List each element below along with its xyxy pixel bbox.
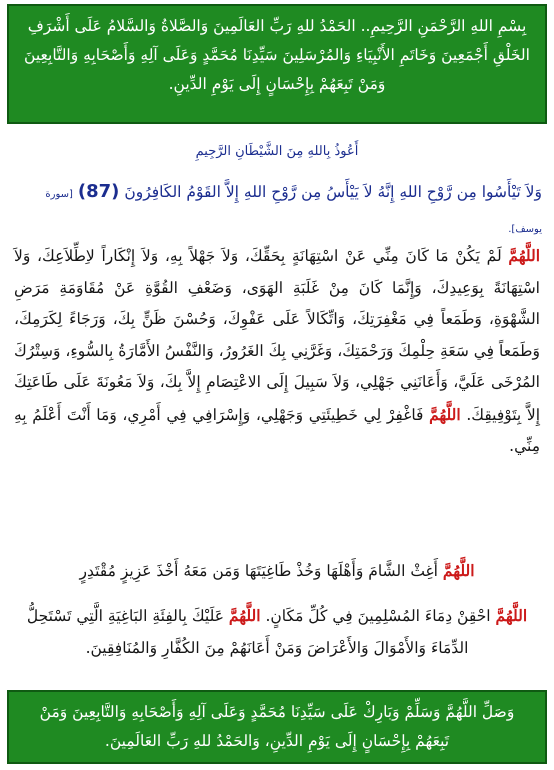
blood-text-1: احْقِنْ دِمَاءَ المُسْلِمِينَ فِي كُلِّ مَكَانٍ. <box>265 607 491 625</box>
supplication-second-opening: اللَّهُمَّ <box>429 404 461 424</box>
syria-text: أَغِثْ الشَّامَ وَأَهْلَهَا وَخُذْ طَاغِيَتَهَا وَمَن مَعَهُ أَخْذَ عَزِيزٍ مُقْتَدِرٍ <box>79 562 438 580</box>
supplication-body: لَمْ يَكُنْ مَا كَانَ مِنِّي عَنْ اسْتِهَانَةٍ بِحَقِّكَ، وَلاَ جَهْلاً بِهِ، وَلاَ إِنْكَاراً لاِطِّلاَعِكَ، وَلاَ اسْتِهَانَةً بِوَعِيدِكَ، وَإِنَّمَا كَانَ مِنْ غَلَبَةِ الهَوَى، وَضَعْفِ القُوَّةِ عَنْ مُقَاوَمَةِ مَرَضِ الشَّهْوَةِ، وَطَمَعاً فِي مَغْفِرَتِكَ، وَاتِّكَالاً عَلَى عَفْوِكَ، وَحُسْنَ ظَنٍّ بِكَ، وَرَجَاءً لِكَرَمِكَ، وَطَمَعاً فِي سَعَةِ حِلْمِكَ وَرَحْمَتِكَ، وَغَرَّنِي بِكَ الغَرُورُ، وَالنَّفْسُ الأَمَّارَةُ بِالسُّوءِ، وَسِتْرُكَ المُرْخَى عَلَيَّ، وَأَعَانَنِي جَهْلِي، وَلاَ سَبِيلَ إِلَى الاعْتِصَامِ إِلاَّ بِكَ، وَلاَ مَعُونَةَ عَلَى طَاعَتِكَ إِلاَّ بِتَوْفِيقِكَ. <box>14 247 541 424</box>
header-banner-text: بِسْمِ اللهِ الرَّحْمَنِ الرَّحِيمِ.. الحَمْدُ للهِ رَبِّ العَالَمِينَ وَالصَّلاةُ وَالسَّلامُ عَلَى أَشْرَفِ الخَلْقِ أَجْمَعِينَ وَخَاتَمِ الأَنْبِيَاءِ وَالمُرْسَلِينَ سَيِّدِنَا مُحَمَّدٍ وَعَلَى آلِهِ وَأَصْحَابِهِ وَالتَّابِعِينَ وَمَنْ تَبِعَهُمْ بِإِحْسَانٍ إِلَى يَوْمِ الدِّينِ. <box>24 17 530 93</box>
supplication-closing: فَاغْفِرْ لِي خَطِيئَتِي وَجَهْلِي، وَإِسْرَافِي فِي أَمْرِي، وَمَا أَنْتَ أَعْلَمُ بِهِ مِنِّي. <box>14 405 540 455</box>
syria-supplication <box>14 555 540 587</box>
footer-banner <box>7 690 547 764</box>
taawwudh-line: أَعُوذُ بِاللهِ مِنَ الشَّيْطَانِ الرَّجِيمِ <box>195 144 359 159</box>
blood-text-2: عَلَيْكَ بِالفِئَةِ البَاغِيَةِ الَّتِي تَسْتَحِلُّ الدِّمَاءَ وَالأَمْوَالَ وَالأَعْرَاضَ وَمَنْ أَعَانَهُمْ مِنَ الكُفَّارِ وَالمُنَافِقِينَ. <box>26 607 469 657</box>
verse-text: وَلاَ تَيْأَسُوا مِن رَّوْحِ اللهِ إِنَّهُ لاَ يَيْأَسُ مِن رَّوْحِ اللهِ إِلاَّ القَوْمُ الكَافِرُونَ <box>124 183 542 201</box>
header-banner <box>7 4 547 124</box>
verse-number: (87) <box>77 181 120 202</box>
blood-opening: اللَّهُمَّ <box>495 606 528 625</box>
supplication-opening: اللَّهُمَّ <box>508 246 540 265</box>
syria-opening: اللَّهُمَّ <box>442 561 475 580</box>
footer-banner-text: وَصَلِّ اللَّهُمَّ وَسَلِّمْ وَبَارِكْ عَلَى سَيِّدِنَا مُحَمَّدٍ وَعَلَى آلِهِ وَأَصْحَابِهِ وَالتَّابِعِينَ وَمَنْ تَبِعَهُمْ بِإِحْسَانٍ إِلَى يَوْمِ الدِّينِ، وَالحَمْدُ للهِ رَبِّ العَالَمِينَ. <box>39 703 515 750</box>
blood-second-opening: اللَّهُمَّ <box>228 606 261 625</box>
verse-reference: [سورة يوسف]. <box>45 189 542 235</box>
quran-verse <box>12 176 542 246</box>
main-supplication <box>14 240 540 463</box>
blood-supplication <box>14 600 540 664</box>
